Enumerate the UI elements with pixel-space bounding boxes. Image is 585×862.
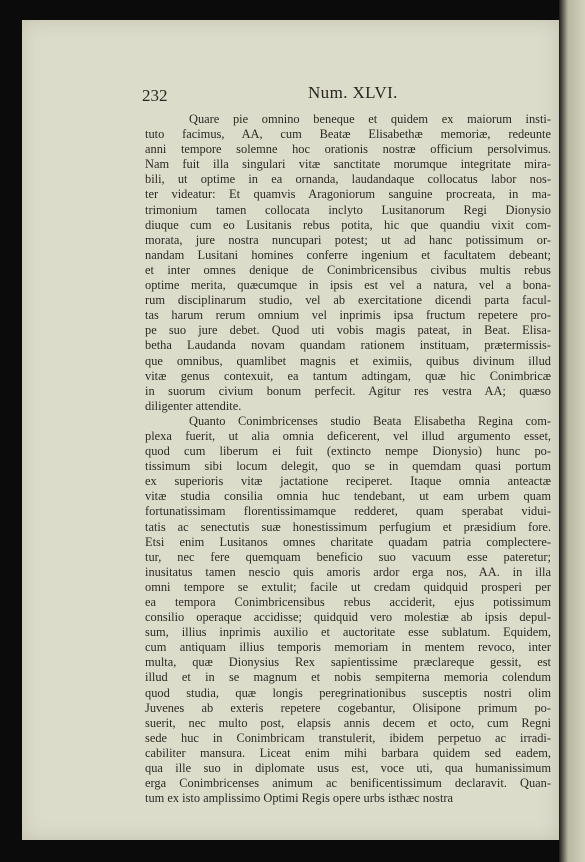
text-line: anni tempore solemne hoc orationis nostræ officium persolvimus. <box>145 142 551 157</box>
text-line: ex superioris vitæ jactatione reciperet. Itaque omnia anteactæ <box>145 474 551 489</box>
text-line: inusitatus tamen nescio quis amoris ardor erga nos, AA. in illa <box>145 564 551 579</box>
text-line: consilio operaque accidisse; quidquid vero molestiæ ab ipsis depul- <box>145 610 551 625</box>
text-line: tissimum sibi locum delegit, quo se in quemdam quasi portum <box>145 459 551 474</box>
page-number: 232 <box>142 86 168 105</box>
text-line: optime merita, quæcumque in ipsis est vel a natura, vel a bona- <box>145 278 551 293</box>
text-line: ter videatur: Et quamvis Aragoniorum sanguine procreata, in ma- <box>145 187 551 202</box>
page-header <box>142 83 559 107</box>
text-line: cum antiquam illius temporis memoriam in mentem revoco, inter <box>145 640 551 655</box>
text-line: et inter omnes denique de Conimbricensibus civibus multis rebus <box>145 262 551 277</box>
text-line: ea tempora Conimbricensibus rebus acciderit, ejus potissimum <box>145 595 551 609</box>
text-line: morata, jure nostra nuncupari potest; ut ad hanc potissimum or- <box>145 232 551 247</box>
text-line: rum disciplinarum studio, vel ab exercitatione dicendi parta facul- <box>145 293 551 308</box>
text-line: diligenter attendite. <box>145 398 242 413</box>
text-line: suerit, nec multo post, elapsis annis decem et octo, cum Regni <box>145 715 551 730</box>
text-line: nandam Lusitani homines conferre ingenium et facultatem debeant; <box>145 247 551 262</box>
text-line: Etsi enim Lusitanos omnes charitate quadam patria complectere- <box>145 534 551 549</box>
text-line: tum ex isto amplissimo Optimi Regis opere urbs isthæc nostra <box>145 791 454 806</box>
text-line: Juvenes ab exteris repetere cogebantur, Olisipone primum po- <box>145 700 551 715</box>
text-line: omni tempore se extulit; facile ut credam quidquid prosperi per <box>145 579 551 594</box>
text-line: cabiliter mansura. Liceat enim mihi barbara quidem sed eadem, <box>145 745 551 760</box>
text-line: fortunatissimam florentissimamque redderet, quam sperabat viduі- <box>145 504 551 519</box>
text-line: sede huc in Conimbricam transtulerit, ibidem perpetuo ac irradi- <box>145 730 551 745</box>
text-line: quod studia, quæ longis peregrinationibus susceptis nostri olim <box>145 685 551 700</box>
text-line: trimonium tamen collocata inclyto Lusitanorum Regi Dionysio <box>145 202 551 217</box>
text-line: vitæ genus contexuit, ea tantum adtingam, quæ hic Conimbricæ <box>145 368 551 383</box>
text-line: betha Laudanda novam quandam rationem instituam, prætermissis- <box>145 338 551 353</box>
paragraph <box>145 414 551 806</box>
running-title: Num. XLVI. <box>308 83 398 102</box>
text-line: Quare pie omnino beneque et quidem ex maiorum insti- <box>189 112 551 126</box>
text-line: tur, nec fere quemquam beneficio suo vacuum esse pateretur; <box>145 549 551 564</box>
text-line: tas harum rerum omnium vel inprimis ipsa fructum repetere pro- <box>145 308 551 323</box>
text-line: pe suo jure debet. Quod uti vobis magis pateat, in Beat. Elisa- <box>145 323 551 338</box>
text-line: Quanto Conimbricenses studio Beata Elisabetha Regina com- <box>189 413 551 428</box>
body-text <box>145 112 551 806</box>
page-edge-strip <box>559 0 585 862</box>
text-line: bili, ut optime in ea ornanda, laudandaque collocatus labor nos- <box>145 172 551 187</box>
text-line: erga Conimbricenses animum ac benificentissimum declaravit. Quan- <box>145 776 551 791</box>
text-line: tatis ac senectutis suæ honestissimum perfugium et præsidium fore. <box>145 519 551 534</box>
text-line: quod cum liberum ei fuit (extincto nempe Dionysio) hunc po- <box>145 444 551 459</box>
book-page <box>22 20 559 840</box>
paragraph <box>145 112 551 414</box>
text-line: vitæ studia consilia omnia huc tendebant, ut eam urbem quam <box>145 489 551 504</box>
text-line: que omnibus, quamlibet magnis et eximiis, quibus divinum illud <box>145 353 551 368</box>
text-line: qua ille suo in diplomate usus est, voce uti, qua humanissimum <box>145 761 551 776</box>
text-line: tuto facimus, AA, cum Beatæ Elisabethæ memoriæ, redeunte <box>145 127 551 142</box>
text-line: sum, illius inprimis auxilio et auctoritate esse sublatum. Equidem, <box>145 625 551 640</box>
text-line: illud et in se magnum et nobis sempiterna memoria colendum <box>145 670 551 685</box>
text-line: multa, quæ Dionysius Rex sapientissime præclareque gessit, est <box>145 655 551 670</box>
text-line: Nam fuit illa singulari vitæ sanctitate morumque integritate mira- <box>145 157 551 172</box>
text-line: diuque cum eo Lusitanis rebus potita, hic que quandiu vixit com- <box>145 217 551 232</box>
text-line: plexa fuerit, ut alia omnia deficerent, vel illud argumento esset, <box>145 428 551 443</box>
text-line: in suorum civium bonum perfecit. Agitur res vestra AA; quæso <box>145 383 551 398</box>
